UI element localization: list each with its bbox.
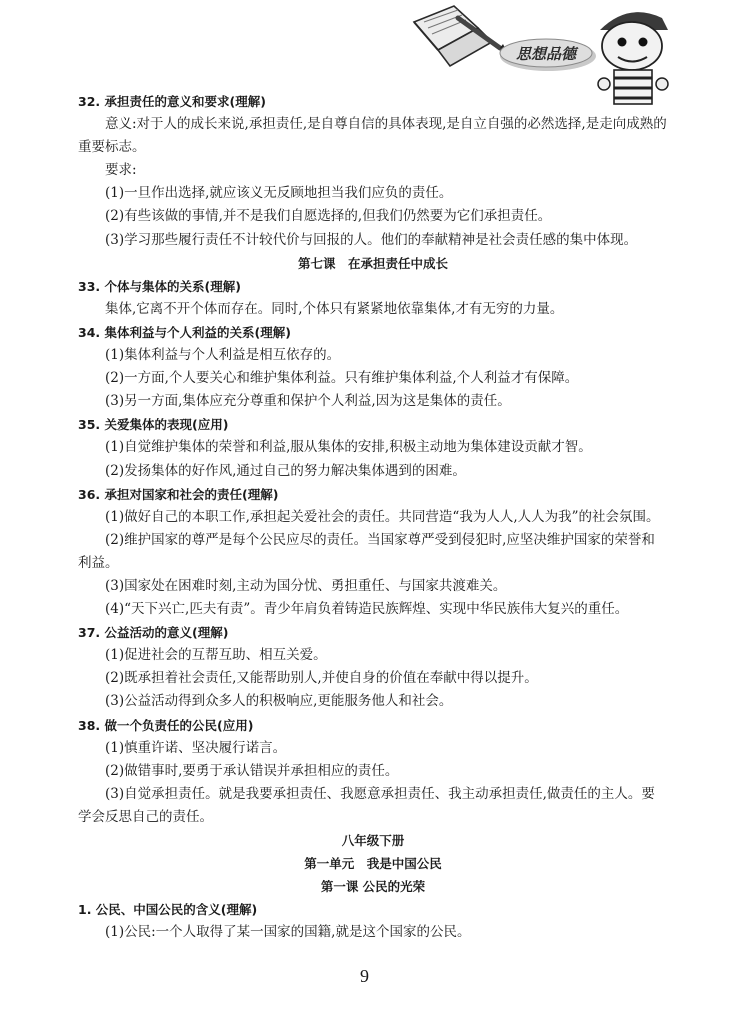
subject-badge <box>500 39 596 71</box>
section-heading: 33. 个体与集体的关系(理解) <box>78 278 241 294</box>
paragraph: (2)一方面,个人要关心和维护集体利益。只有维护集体利益,个人利益才有保障。 <box>105 370 579 387</box>
section-heading: 38. 做一个负责任的公民(应用) <box>78 717 254 733</box>
paragraph: 要求: <box>105 162 137 179</box>
paragraph: (2)发扬集体的好作风,通过自己的努力解决集体遇到的困难。 <box>105 462 466 479</box>
paragraph: (4)“天下兴亡,匹夫有责”。青少年肩负着铸造民族辉煌、实现中华民族伟大复兴的重任。 <box>105 601 629 618</box>
paragraph: (3)另一方面,集体应充分尊重和保护个人利益,因为这是集体的责任。 <box>105 393 511 410</box>
paragraph: (1)自觉维护集体的荣誉和利益,服从集体的安排,积极主动地为集体建设贡献才智。 <box>105 439 592 456</box>
section-heading: 35. 关爱集体的表现(应用) <box>78 417 229 433</box>
section-heading: 32. 承担责任的意义和要求(理解) <box>78 94 266 109</box>
paragraph: 意义:对于人的成长来说,承担责任,是自尊自信的具体表现,是自立自强的必然选择,是走向成熟的重要标志。 <box>78 116 667 156</box>
centered-title: 第一单元 我是中国公民 <box>304 856 442 872</box>
paragraph: (2)维护国家的尊严是每个公民应尽的责任。当国家尊严受到侵犯时,应坚决维护国家的荣誉和利益。 <box>78 531 655 571</box>
centered-title: 第七课 在承担责任中成长 <box>297 255 448 271</box>
paragraph: (1)做好自己的本职工作,承担起关爱社会的责任。共同营造“我为人人,人人为我”的社会氛围。 <box>105 508 660 525</box>
section-heading: 36. 承担对国家和社会的责任(理解) <box>78 486 279 502</box>
paragraph: 集体,它离不开个体而存在。同时,个体只有紧紧地依靠集体,才有无穷的力量。 <box>105 300 564 317</box>
paragraph: (3)国家处在困难时刻,主动为国分忧、勇担重任、与国家共渡难关。 <box>105 577 507 594</box>
paragraph: (2)做错事时,要勇于承认错误并承担相应的责任。 <box>105 762 399 779</box>
paragraph: (1)公民:一个人取得了某一国家的国籍,就是这个国家的公民。 <box>105 924 471 941</box>
section-heading: 1. 公民、中国公民的含义(理解) <box>78 902 258 918</box>
paragraph: (1)促进社会的互帮互助、相互关爱。 <box>105 647 327 664</box>
paragraph: (3)自觉承担责任。就是我要承担责任、我愿意承担责任、我主动承担责任,做责任的主人。要学会反思自己的责任。 <box>78 785 655 825</box>
paragraph: (1)慎重许诺、坚决履行诺言。 <box>105 739 287 756</box>
document-body <box>78 90 668 944</box>
section-heading: 34. 集体利益与个人利益的关系(理解) <box>78 324 291 340</box>
paragraph: (2)有些该做的事情,并不是我们自愿选择的,但我们仍然要为它们承担责任。 <box>105 208 552 225</box>
paragraph: (1)一旦作出选择,就应该义无反顾地担当我们应负的责任。 <box>105 185 453 202</box>
paragraph: (1)集体利益与个人利益是相互依存的。 <box>105 347 341 364</box>
paragraph: (2)既承担着社会责任,又能帮助别人,并使自身的价值在奉献中得以提升。 <box>105 670 538 687</box>
page-number: 9 <box>360 966 369 986</box>
centered-title: 八年级下册 <box>341 833 405 848</box>
section-heading: 37. 公益活动的意义(理解) <box>78 625 229 641</box>
paragraph: (3)公益活动得到众多人的积极响应,更能服务他人和社会。 <box>105 693 453 710</box>
paragraph: (3)学习那些履行责任不计较代价与回报的人。他们的奉献精神是社会责任感的集中体现。 <box>105 231 638 248</box>
subject-badge-label: 思想品德 <box>515 45 577 63</box>
centered-title: 第一课 公民的光荣 <box>320 879 426 895</box>
